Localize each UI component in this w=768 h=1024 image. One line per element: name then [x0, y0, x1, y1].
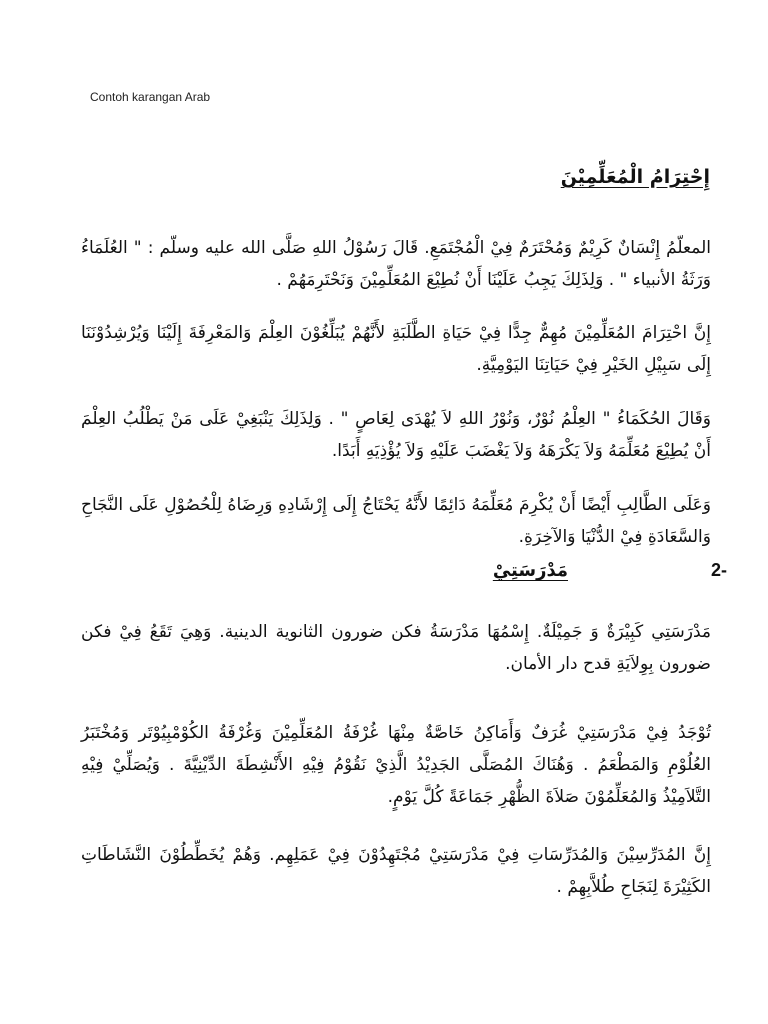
- section-2-paragraph-2: تُوْجَدُ فِيْ مَدْرَسَتِيْ غُرَفٌ وَأَمَاكِنُ خَاصَّةٌ مِنْهَا غُرْفَةُ المُعَلِّمِيْنَ وَغُرْفَةُ الكُوْمْبِيُوْتَر وَمُخْتَبَرُ العُلُوْمِ وَالمَطْعَمُ . وَهُنَاكَ المُصَلَّى الجَدِيْدُ الَّذِيْ نَقُوْمُ فِيْهِ الأَنْشِطَةَ الدِّيْنِيَّةَ . وَيُصَلِّيْ فِيْهِ التَّلاَمِيْذُ وَالمُعَلِّمُوْنَ صَلاَةَ الظُّهْرِ جَمَاعَةً كُلَّ يَوْمٍ.: [81, 723, 711, 807]
- paragraph-3: وَقَالَ الحُكَمَاءُ " العِلْمُ نُوْرٌ، وَنُوْرُ اللهِ لاَ يُهْدَى لِعَاصٍ " . وَلِذَلِكَ يَنْبَغِيْ عَلَى مَنْ يَطْلُبُ العِلْمَ أَنْ يُطِيْعَ مُعَلِّمَهُ وَلاَ يَكْرَهَهُ وَلاَ يَغْضَبَ عَلَيْهِ وَلاَ يُؤْذِيَهِ أَبَدًا.: [81, 409, 711, 461]
- section-number: 2-: [710, 560, 727, 580]
- section-2-paragraph-1: مَدْرَسَتِي كَبِيْرَةٌ وَ جَمِيْلَةٌ. إِسْمُهَا مَدْرَسَةُ فكن ضورون الثانوية الدينية. وَهِيَ تَقَعُ فِيْ فكن ضورون بِوِلاَيَةِ قدح دار الأمان.: [81, 622, 711, 674]
- essay-title: إِحْتِرَامُ الْمُعَلِّمِيْنَ: [560, 166, 710, 188]
- paragraph-1: المعلّمُ إِنْسَانٌ كَرِيْمٌ وَمُحْتَرَمٌ فِيْ الْمُجْتَمَعِ. قَالَ رَسُوْلُ اللهِ صَلَّى الله عليه وسلّم : " العُلَمَاءُ وَرَثَةُ الأنبياء " . وَلِذَلِكَ يَجِبُ عَلَيْنَا أَنْ نُطِيْعَ المُعَلِّمِيْنَ وَنَحْتَرِمَهُمْ .: [81, 238, 711, 290]
- paragraph-2: إِنَّ احْتِرَامَ المُعَلِّمِيْنَ مُهِمٌّ جِدًّا فِيْ حَيَاةِ الطَّلَبَةِ لأَنَّهُمْ يُبَلِّغُوْنَ العِلْمَ وَالمَعْرِفَةَ إِلَيْنَا وَيُرْشِدُوْنَنَا إِلَى سَبِيْلِ الخَيْرِ فِيْ حَيَاتِنَا اليَوْمِيَّةِ.: [81, 323, 711, 375]
- section-2-heading: [0, 560, 768, 592]
- section-title: مَدْرَسَتِيْ: [492, 560, 568, 581]
- header-note: Contoh karangan Arab: [90, 90, 211, 104]
- paragraph-4: وَعَلَى الطَّالِبِ أَيْضًا أَنْ يُكْرِمَ مُعَلِّمَهُ دَائِمًا لأَنَّهُ يَحْتَاجُ إِلَى إِرْشَادِهِ وَرِضَاهُ لِلْحُصُوْلِ عَلَى النَّجَاحِ وَالسَّعَادَةِ فِيْ الدُّنْيَا وَالآخِرَةِ.: [81, 495, 711, 547]
- section-2-paragraph-3: إِنَّ المُدَرِّسِيْنَ وَالمُدَرِّسَاتِ فِيْ مَدْرَسَتِيْ مُجْتَهِدُوْنَ فِيْ عَمَلِهِم. وَهُمْ يُخَطِّطُوْنَ النَّشَاطَاتِ الكَثِيْرَةَ لِنَجَاحِ طُلاَّبِهِمْ .: [81, 845, 711, 897]
